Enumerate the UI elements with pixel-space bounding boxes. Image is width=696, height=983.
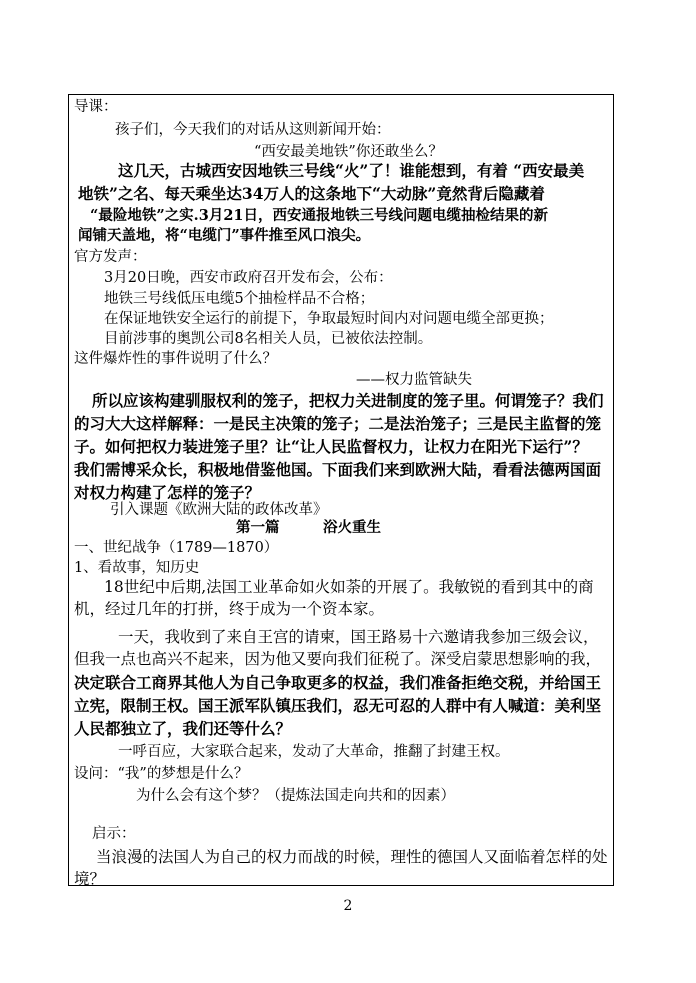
text-line: “西安最美地铁”你还敢坐么？ [254, 144, 443, 160]
text-line: 启示： [92, 826, 136, 842]
text-line: 境？ [74, 870, 106, 888]
text-line: 的习大大这样解释：一是民主决策的笼子；二是法治笼子；三是民主监督的笼 [74, 414, 602, 433]
text-line: 官方发声： [74, 249, 147, 265]
text-line: 1、看故事，知历史 [74, 560, 200, 576]
text-line: 设问：“我”的梦想是什么？ [74, 766, 249, 782]
text-line: 地铁”之名、每天乘坐达34万人的这条地下“大动脉”竟然背后隐藏着 [78, 184, 545, 203]
text-line: 这件爆炸性的事件说明了什么？ [74, 351, 277, 367]
text-line: 第一篇 浴火重生 [236, 519, 381, 536]
text-line: 我们需博采众长，积极地借鉴他国。下面我们来到欧洲大陆，看看法德两国面 [74, 460, 602, 479]
text-line: 机，经过几年的打拼，终于成为一个资本家。 [74, 600, 385, 618]
text-line: 导课： [74, 99, 118, 115]
text-line: 18世纪中后期,法国工业革命如火如荼的开展了。我敏锐的看到其中的商 [104, 578, 594, 596]
text-line: 对权力构建了怎样的笼子？ [74, 483, 261, 502]
text-line: 闻铺天盖地，将“电缆门”事件推至风口浪尖。 [78, 227, 371, 244]
text-line: 立宪，限制王权。国王派军队镇压我们，忍无可忍的人群中有人喊道：美利坚 [74, 696, 602, 715]
page-number: 2 [343, 898, 353, 914]
text-line: 所以应该构建驯服权利的笼子，把权力关进制度的笼子里。何谓笼子？我们 [92, 391, 604, 410]
text-line: 在保证地铁安全运行的前提下，争取最短时间内对问题电缆全部更换； [104, 311, 554, 327]
text-line: 引入课题《欧洲大陆的政体改革》 [110, 502, 328, 518]
text-line: 3月20日晚，西安市政府召开发布会，公布： [104, 270, 393, 286]
text-line: 为什么会有这个梦？（提炼法国走向共和的因素） [136, 788, 455, 804]
text-line: 但我一点也高兴不起来，因为他又要向我们征税了。深受启蒙思想影响的我， [74, 650, 602, 668]
text-line: 当浪漫的法国人为自己的权力而战的时候，理性的德国人又面临着怎样的处 [96, 848, 608, 866]
text-line: 这几天，古城西安因地铁三号线“火”了！谁能想到，有着 “西安最美 [118, 161, 585, 180]
text-line: 子。如何把权力装进笼子里？让“让人民监督权力，让权力在阳光下运行”？ [74, 437, 588, 456]
text-line: “最险地铁”之实.3月21日，西安通报地铁三号线问题电缆抽检结果的新 [90, 207, 548, 224]
text-line: 地铁三号线低压电缆5个抽检样品不合格； [104, 291, 375, 307]
text-line: 一、世纪战争（1789—1870） [74, 540, 279, 556]
text-line: ——权力监管缺失 [356, 372, 472, 388]
text-line: 目前涉事的奥凯公司8名相关人员，已被依法控制。 [104, 331, 433, 347]
text-line: 人民都独立了，我们还等什么？ [74, 719, 292, 738]
text-line: 孩子们，今天我们的对话从这则新闻开始： [115, 122, 391, 138]
text-line: 决定联合工商界其他人为自己争取更多的权益，我们准备拒绝交税，并给国王 [74, 673, 602, 692]
text-line: 一呼百应，大家联合起来，发动了大革命，推翻了封建王权。 [118, 744, 510, 760]
text-line: 一天，我收到了来自王宫的请柬，国王路易十六邀请我参加三级会议， [118, 628, 599, 646]
